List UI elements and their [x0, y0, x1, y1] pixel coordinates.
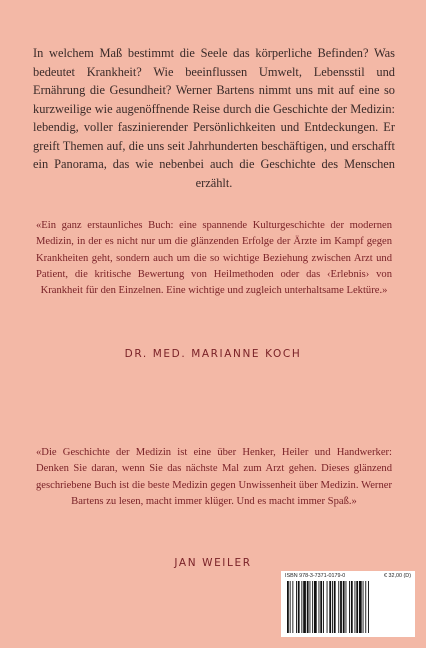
barcode-stripe	[296, 581, 297, 633]
barcode-stripe	[320, 581, 322, 633]
barcode-stripe	[346, 581, 347, 633]
isbn-price-line	[285, 573, 411, 579]
barcode-stripe	[301, 581, 302, 633]
review-quote-koch: «Ein ganz erstaunliches Buch: eine spannende Kulturgeschichte der modernen Medizin, in der es nicht nur um die glänzenden Erfolge der Ärzte im Kampf gegen Krankheiten geht, sondern auch um die so wichtige Beziehung zwischen Arzt und Patient, die kritische Bewertung von Heilmethoden oder das ‹Erlebnis› von Krankheit für den Einzelnen. Eine wichtige und zugleich unterhaltsame Lektüre.»	[36, 220, 392, 297]
barcode-stripe	[355, 581, 356, 633]
barcode-stripe	[307, 581, 309, 633]
barcode-stripe	[334, 581, 336, 633]
review-author-weiler: JAN WEILER	[174, 557, 252, 569]
barcode-stripe	[290, 581, 291, 633]
barcode-stripe	[327, 581, 328, 633]
barcode-stripe	[349, 581, 350, 633]
barcode-stripe	[314, 581, 317, 633]
review-author-koch: DR. MED. MARIANNE KOCH	[124, 348, 302, 360]
price-text: € 32,00 (D)	[384, 573, 411, 579]
isbn-text: ISBN 978-3-7371-0179-0	[285, 573, 346, 579]
barcode-stripe	[332, 581, 333, 633]
barcode-stripe	[363, 581, 364, 633]
barcode-stripe	[312, 581, 313, 633]
barcode-stripe	[365, 581, 366, 633]
barcode-stripe	[340, 581, 342, 633]
barcode-stripe	[329, 581, 331, 633]
barcode-stripe	[359, 581, 362, 633]
barcode-stripe	[368, 581, 369, 633]
barcode-stripe	[319, 581, 320, 633]
barcode-stripe	[338, 581, 339, 633]
barcode-stripe	[310, 581, 311, 633]
barcode-label	[281, 571, 415, 637]
barcode-icon	[285, 581, 411, 633]
barcode-stripe	[287, 581, 289, 633]
barcode-stripe	[351, 581, 353, 633]
blurb-paragraph: In welchem Maß bestimmt die Seele das körperliche Befinden? Was bedeutet Krankheit? Wie beeinflussen Umwelt, Lebensstil und Ernährung die Gesundheit? Werner Bartens nimmt uns mit auf eine so kurzweilige wie augenöffnende Reise durch die Geschichte der Medizin: lebendig, voller faszinierender Persönlichkeiten und Entdeckungen. Er greift Themen auf, die uns seit Jahrhunderten beschäftigen, und erschafft ein Panorama, das wie nebenbei auch die Geschichte des Menschen erzählt.	[33, 46, 395, 190]
barcode-stripe	[303, 581, 306, 633]
barcode-stripe	[323, 581, 324, 633]
review-quote-weiler: «Die Geschichte der Medizin ist eine über Henker, Heiler und Handwerker: Denken Sie daran, wenn Sie das nächste Mal zum Arzt gehen. Dieses glänzend geschriebene Buch ist die beste Medizin gegen Unwissenheit über Medizin. Werner Bartens zu lesen, macht immer klüger. Und es macht immer Spaß.»	[36, 447, 392, 507]
barcode-stripe	[292, 581, 293, 633]
barcode-stripe	[298, 581, 300, 633]
barcode-stripe	[343, 581, 345, 633]
barcode-stripe	[356, 581, 358, 633]
